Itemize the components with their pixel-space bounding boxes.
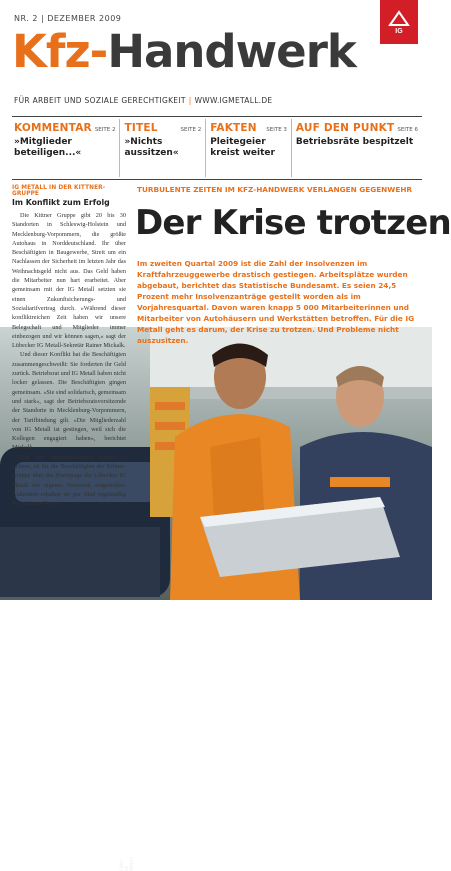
sidebar-paragraph: Um den Informationsfluss weiter zu sichern, ist für die Beschäftigten der Kittner-Gruppe über die Homepage der Lübecker IG Metall ein eigenes Netzwerk eingerichtet. Außerdem erhalten sie per Mail regelmäßig die »Kittner-News«. — [12, 453, 126, 508]
teaser-text: Pleitegeier kreist weiter — [210, 137, 275, 158]
teaser-kicker: FAKTEN — [210, 122, 257, 134]
logo-graphic — [384, 7, 414, 37]
teaser-text: »Nichts aussitzen« — [124, 137, 179, 158]
tagline-separator: | — [188, 96, 192, 105]
teaser-auf-den-punkt[interactable] — [292, 119, 422, 177]
sidebar-article — [12, 185, 126, 580]
article-kicker: TURBULENTE ZEITEN IM KFZ-HANDWERK VERLANGEN GEGENWEHR — [137, 185, 413, 194]
teaser-kommentar[interactable] — [12, 119, 120, 177]
divider-top — [12, 116, 422, 117]
sidebar-kicker: IG METALL IN DER KITTNER-GRUPPE — [12, 185, 106, 197]
teaser-text: Betriebsräte bespitzelt — [295, 137, 414, 147]
article-lead: Im zweiten Quartal 2009 ist die Zahl der Insolvenzen im Kraftfahrzeuggewerbe drastisch gestiegen. Arbeitsplätze wurden abgebaut, berichtet das Statistische Bundesamt. Es seien 24,5 Prozent mehr Insolvenzanträge gestellt worden als im Vorjahresquartal. Davon waren knapp 5 000 Mitarbeiterinnen und Mitarbeiter von Autohäusern und Werkstätten betroffen. Für die IG Metall geht es darum, der Krise zu trotzen. Und Probleme nicht auszusitzen. — [137, 259, 415, 345]
teaser-page: SEITE 3 — [266, 127, 287, 133]
igmetall-logo-icon — [380, 0, 418, 44]
teaser-kicker: KOMMENTAR — [14, 122, 92, 134]
tagline — [14, 96, 272, 105]
article-headline: Der Krise trotzen — [135, 203, 451, 243]
website-link[interactable]: WWW.IGMETALL.DE — [194, 96, 273, 105]
teaser-titel[interactable] — [120, 119, 206, 177]
teaser-page: SEITE 6 — [397, 127, 418, 133]
masthead — [0, 0, 432, 112]
sidebar-paragraph: Und dieser Konflikt hat die Beschäftigten zusammengeschweißt: Sie forderten ihr Geld zurück. Betriebsrat und IG Metall haben nicht locker gelassen. Die Beschäftigten gingen gemeinsam. »Sie sind solidarisch, gemeinsam und stark«, sagt der Betriebsratsvorsitzende der Standorte in Mecklenburg-Vorpommern, der Tarifbindung gilt. »Die Mitgliederzahl von IG Metall ist gestiegen, weil sich die Kollegen engagiert haben«, berichtet Mickalk. — [12, 351, 126, 452]
divider-teasers — [12, 179, 422, 180]
photo-credit: Foto: IG Metall — [120, 857, 135, 871]
logo-wordmark: IG — [395, 28, 403, 35]
teaser-page: SEITE 2 — [180, 127, 202, 133]
sidebar-paragraph: Die Kittner Gruppe gibt 20 bis 30 Standorten in Schleswig-Holstein und Mecklenburg-Vorpommern, die größte Autohaus in Norddeutschland. Ihr über Beschäftigten in Baugewerbe, Streit um ein Nachlassen der Sicherheit im letzten Jahr das Weihnachtsgeld nicht aus. Das Geld haben die Mitarbeiter nun hart erarbeitet. Aber gemeinsam mit der IG Metall setzten sie einen Zukunftsicherungs- und Sozialtarifvertrag durch. »Während dieser konfliktreichen Zeit haben wir unsere Belegschaft und Mitglieder immer einbezogen und wir können sagen,« sagt der Lübecker IG Metall-Sekretär Rainer Mickalk. — [12, 212, 126, 350]
issue-line: NR. 2 | DEZEMBER 2009 — [14, 14, 122, 23]
teaser-page: SEITE 2 — [94, 127, 116, 133]
masthead-title — [12, 24, 356, 80]
teaser-bar — [12, 119, 422, 177]
sidebar-body — [12, 211, 126, 509]
teaser-kicker: TITEL — [124, 122, 158, 134]
title-part-kfz: Kfz- — [12, 25, 108, 78]
teaser-kicker: AUF DEN PUNKT — [295, 122, 395, 134]
title-part-handwerk: Handwerk — [107, 25, 356, 78]
teaser-text: »Mitglieder beteiligen...« — [14, 137, 82, 158]
teaser-fakten[interactable] — [206, 119, 292, 177]
sidebar-headline: Im Konflikt zum Erfolg — [12, 198, 110, 207]
tagline-text: FÜR ARBEIT UND SOZIALE GERECHTIGKEIT — [14, 96, 186, 105]
